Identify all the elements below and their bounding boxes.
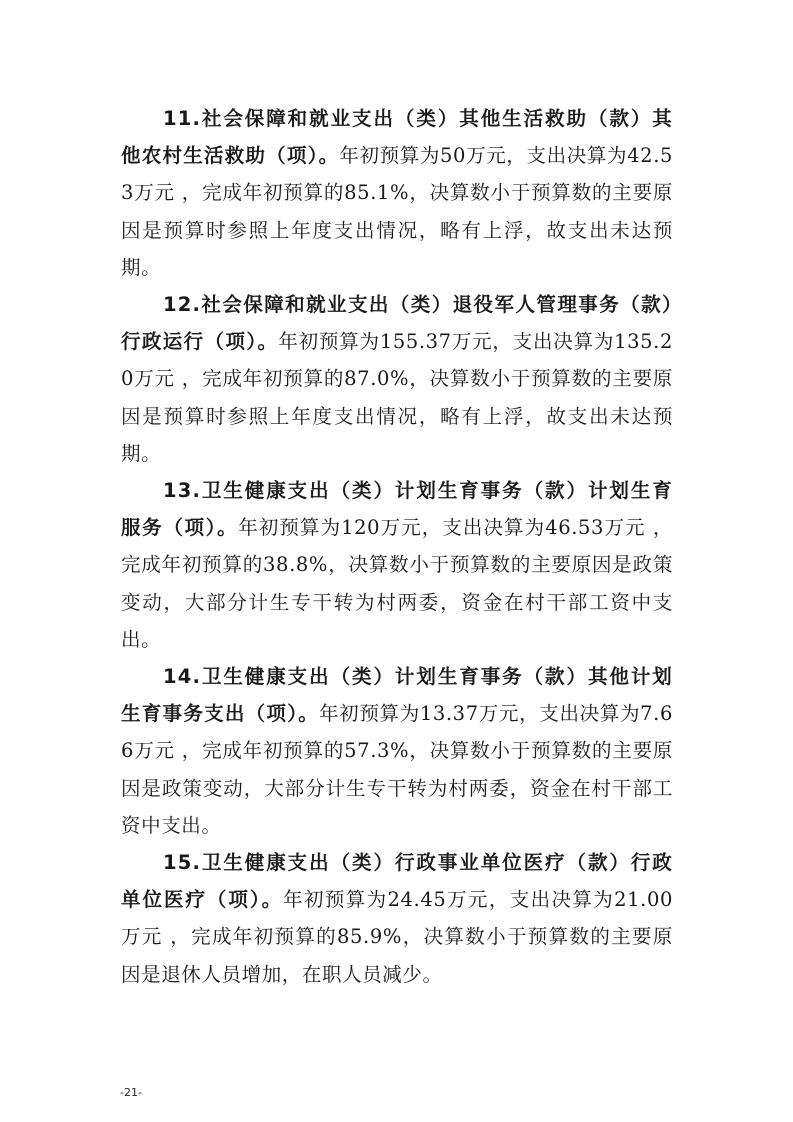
paragraph-heading: 13.卫生健康支出（类）计划生育事务（款）计划生育服务（项）。 <box>121 479 673 540</box>
paragraph-13 <box>121 472 673 658</box>
paragraph-text: 年初预算为50万元，支出决算为42.53万元 ，完成年初预算的85.1%，决算数小于预算数的主要原因是预算时参照上年度支出情况，略有上浮，故支出未达预期。 <box>121 144 673 279</box>
paragraph-heading: 14.卫生健康支出（类）计划生育事务（款）其他计划生育事务支出（项）。 <box>121 665 673 726</box>
paragraph-15 <box>121 844 673 993</box>
paragraph-11 <box>121 100 673 286</box>
paragraph-heading: 12.社会保障和就业支出（类）退役军人管理事务（款）行政运行（项）。 <box>121 293 673 354</box>
paragraph-text: 年初预算为155.37万元，支出决算为135.20万元 ，完成年初预算的87.0%，决算数小于预算数的主要原因是预算时参照上年度支出情况，略有上浮，故支出未达预期。 <box>121 330 673 465</box>
paragraph-text: 年初预算为120万元，支出决算为46.53万元 ，完成年初预算的38.8%，决算数小于预算数的主要原因是政策变动，大部分计生专干转为村两委，资金在村干部工资中支出。 <box>121 516 673 651</box>
paragraph-text: 年初预算为24.45万元，支出决算为21.00万元 ，完成年初预算的85.9%，决算数小于预算数的主要原因是退休人员增加，在职人员减少。 <box>121 888 673 986</box>
document-body <box>121 100 673 993</box>
paragraph-text: 年初预算为13.37万元，支出决算为7.66万元 ，完成年初预算的57.3%，决算数小于预算数的主要原因是政策变动，大部分计生专干转为村两委，资金在村干部工资中支出。 <box>121 702 673 837</box>
page-number: -21- <box>120 1086 142 1099</box>
paragraph-heading: 15.卫生健康支出（类）行政事业单位医疗（款）行政单位医疗（项）。 <box>121 851 673 912</box>
paragraph-heading: 11.社会保障和就业支出（类）其他生活救助（款）其他农村生活救助（项）。 <box>121 107 673 168</box>
paragraph-12 <box>121 286 673 472</box>
paragraph-14 <box>121 658 673 844</box>
